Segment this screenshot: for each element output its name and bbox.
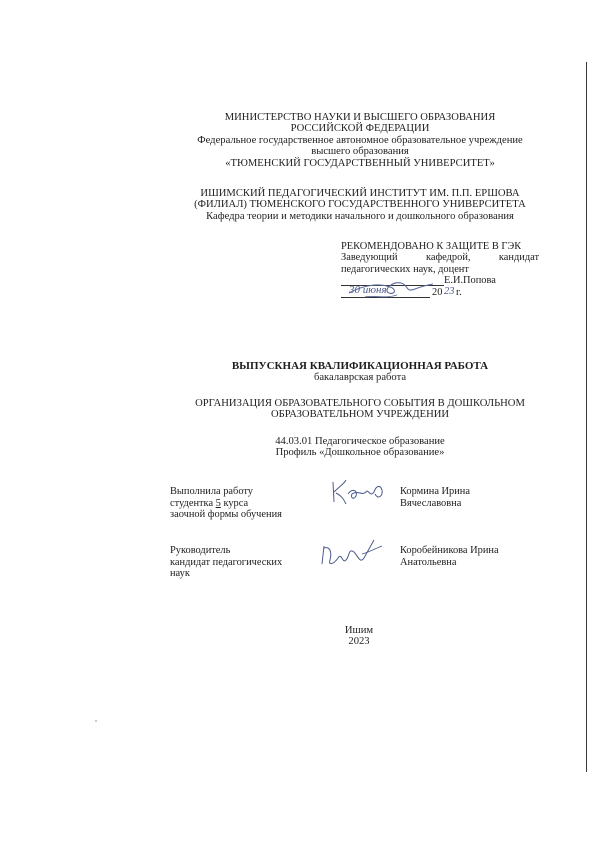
- supervisor-label-line-2: кандидат педагогических: [170, 556, 283, 568]
- approval-signature-drawing: [345, 275, 443, 309]
- supervisor-label-line-1: Руководитель: [170, 545, 231, 556]
- branch-line-2: (ФИЛИАЛ) ТЮМЕНСКОГО ГОСУДАРСТВЕННОГО УНИВЕРСИТЕТА: [194, 199, 526, 211]
- work-type: ВЫПУСКНАЯ КВАЛИФИКАЦИОННАЯ РАБОТА: [231, 360, 489, 372]
- specialty-block: [150, 436, 570, 459]
- author-name: [400, 486, 470, 509]
- footer-block: [149, 625, 569, 648]
- year-prefix: 20: [432, 287, 443, 299]
- institution-line-1: Федеральное государственное автономное образовательное учреждение: [197, 134, 523, 146]
- footer-city: Ишим: [344, 625, 374, 636]
- branch-line-1: ИШИМСКИЙ ПЕДАГОГИЧЕСКИЙ ИНСТИТУТ ИМ. П.П. ЕРШОВА: [200, 188, 520, 199]
- approval-signer: Е.И.Попова: [444, 275, 496, 287]
- handwritten-date: 30 июня: [349, 284, 387, 297]
- author-signature-drawing: [328, 474, 388, 510]
- author-label-line-3: заочной формы обучения: [170, 509, 282, 521]
- approval-heading: РЕКОМЕНДОВАНО К ЗАЩИТЕ В ГЭК: [341, 241, 522, 252]
- author-label-course: курса: [220, 497, 249, 509]
- topic-block: [150, 398, 570, 421]
- supervisor-label-line-3: наук: [170, 568, 190, 580]
- topic-line-1: ОРГАНИЗАЦИЯ ОБРАЗОВАТЕЛЬНОГО СОБЫТИЯ В ДОШКОЛЬНОМ: [195, 398, 525, 409]
- author-name-line-2: Вячеславовна: [400, 497, 462, 509]
- author-label: [170, 486, 282, 521]
- handwritten-year: 23: [444, 286, 455, 298]
- approval-position-line-1: Заведующий кафедрой, кандидат: [341, 252, 539, 264]
- year-suffix: г.: [456, 287, 462, 299]
- work-subtype: бакалаврская работа: [313, 372, 407, 384]
- ministry-line-1: МИНИСТЕРСТВО НАУКИ И ВЫСШЕГО ОБРАЗОВАНИЯ: [224, 112, 496, 123]
- branch-block: [150, 188, 570, 222]
- department-name: Кафедра теории и методики начального и дошкольного образования: [206, 210, 514, 222]
- supervisor-name-line-2: Анатольевна: [400, 556, 457, 568]
- ministry-line-2: РОССИЙСКОЙ ФЕДЕРАЦИИ: [290, 123, 430, 135]
- author-label-line-1: Выполнила работу: [170, 486, 253, 497]
- work-title-block: [150, 361, 570, 384]
- author-course: 5: [215, 497, 221, 509]
- institution-line-2: высшего образования: [311, 146, 409, 158]
- approval-position-line-2: педагогических наук, доцент: [341, 263, 469, 275]
- specialty-profile: Профиль «Дошкольное образование»: [275, 447, 445, 459]
- supervisor-label: [170, 545, 282, 580]
- ministry-block: [150, 112, 570, 169]
- footer-year: 2023: [348, 636, 370, 648]
- page-edge-line: [586, 62, 587, 772]
- supervisor-name: [400, 545, 499, 568]
- supervisor-name-line-1: Коробейникова Ирина: [400, 545, 499, 556]
- author-label-line-2: [170, 498, 282, 510]
- specialty-code: 44.03.01 Педагогическое образование: [275, 436, 445, 447]
- author-label-student: студентка: [170, 497, 216, 509]
- university-name: «ТЮМЕНСКИЙ ГОСУДАРСТВЕННЫЙ УНИВЕРСИТЕТ»: [225, 157, 495, 169]
- topic-line-2: ОБРАЗОВАТЕЛЬНОМ УЧРЕЖДЕНИИ: [270, 409, 450, 421]
- scan-speck: [95, 720, 97, 722]
- author-name-line-1: Кормина Ирина: [400, 486, 470, 497]
- supervisor-signature-drawing: [318, 534, 388, 574]
